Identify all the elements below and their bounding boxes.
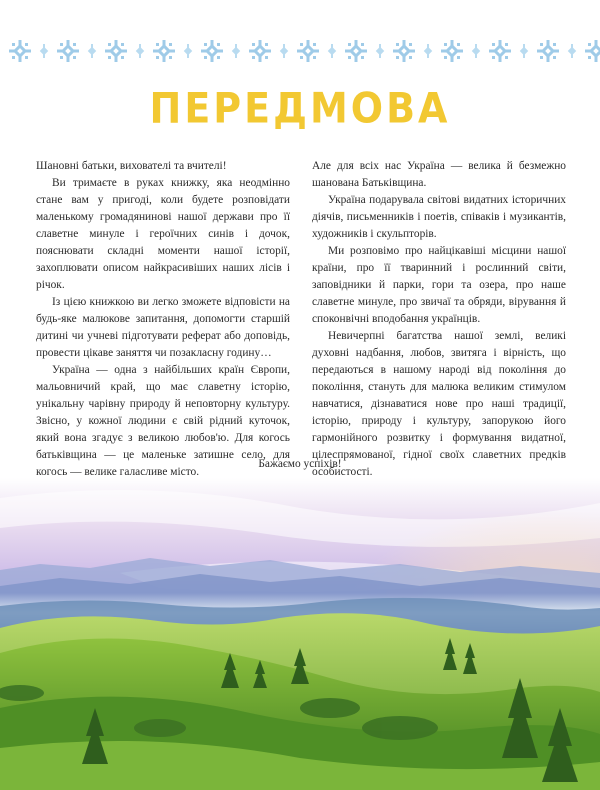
paragraph: Але для всіх нас Україна — велика й безмежно шанована Батьківщина. — [312, 160, 566, 189]
mountain-landscape-image — [0, 478, 600, 790]
page-title: ПЕРЕДМОВА — [149, 83, 451, 133]
embroidery-border-icon — [0, 36, 600, 66]
closing-wish: Бажаємо успіхів! — [258, 458, 342, 470]
paragraph: Ми розповімо про найцікавіші місцини нашої країни, про її тваринний і рослинний світи, заповідники й парки, гори та озера, про наше славетне минуле, про звичаї та обряди, вірування й споконвічні вподобання українців. — [312, 245, 566, 325]
paragraph: Україна — одна з найбільших країн Європи, мальовничий край, що має славетну історію, унікальну чарівну природу й неповторну культуру. Звісно, у кожної людини є свій рідний куточок, який вона згадує з великою любов'ю. Для когось батьківщина — це маленьке затишне село, для когось — велике галасливе місто. — [36, 364, 290, 478]
right-column — [312, 158, 566, 481]
greeting-paragraph: Шановні батьки, вихователі та вчителі! — [36, 160, 227, 172]
text-columns — [36, 158, 566, 481]
paragraph: Україна подарувала світові видатних історичних діячів, письменників і поетів, співаків і музикантів, художників і скульпторів. — [312, 194, 566, 240]
paragraph: Ви тримаєте в руках книжку, яка неодмінно стане вам у пригоді, коли будете розповідати маленькому громадянинові нашої держави про її славетне минуле і героїчних синів і дочок, пояснювати складні моменти нашої історії, захоплювати описом найкрасивіших наших лісів і річок. — [36, 177, 290, 291]
left-column — [36, 158, 290, 481]
paragraph: Невичерпні багатства нашої землі, великі духовні надбання, любов, звитяга і вірність, що передаються в нашому народі від покоління до покоління, стануть для малюка великим стимулом навчатися, дізнаватися нове про наші традиції, історію, природу і культуру, запорукою його гармонійного розвитку і формування видатної, цілеспрямованої, гідної своїх славетних предків особистості. — [312, 330, 566, 478]
paragraph: Із цією книжкою ви легко зможете відповісти на будь-яке малюкове запитання, допомогти старшій дитині чи учневі підготувати реферат або доповідь, провести цікаве заняття чи позакласну годину… — [36, 296, 290, 359]
